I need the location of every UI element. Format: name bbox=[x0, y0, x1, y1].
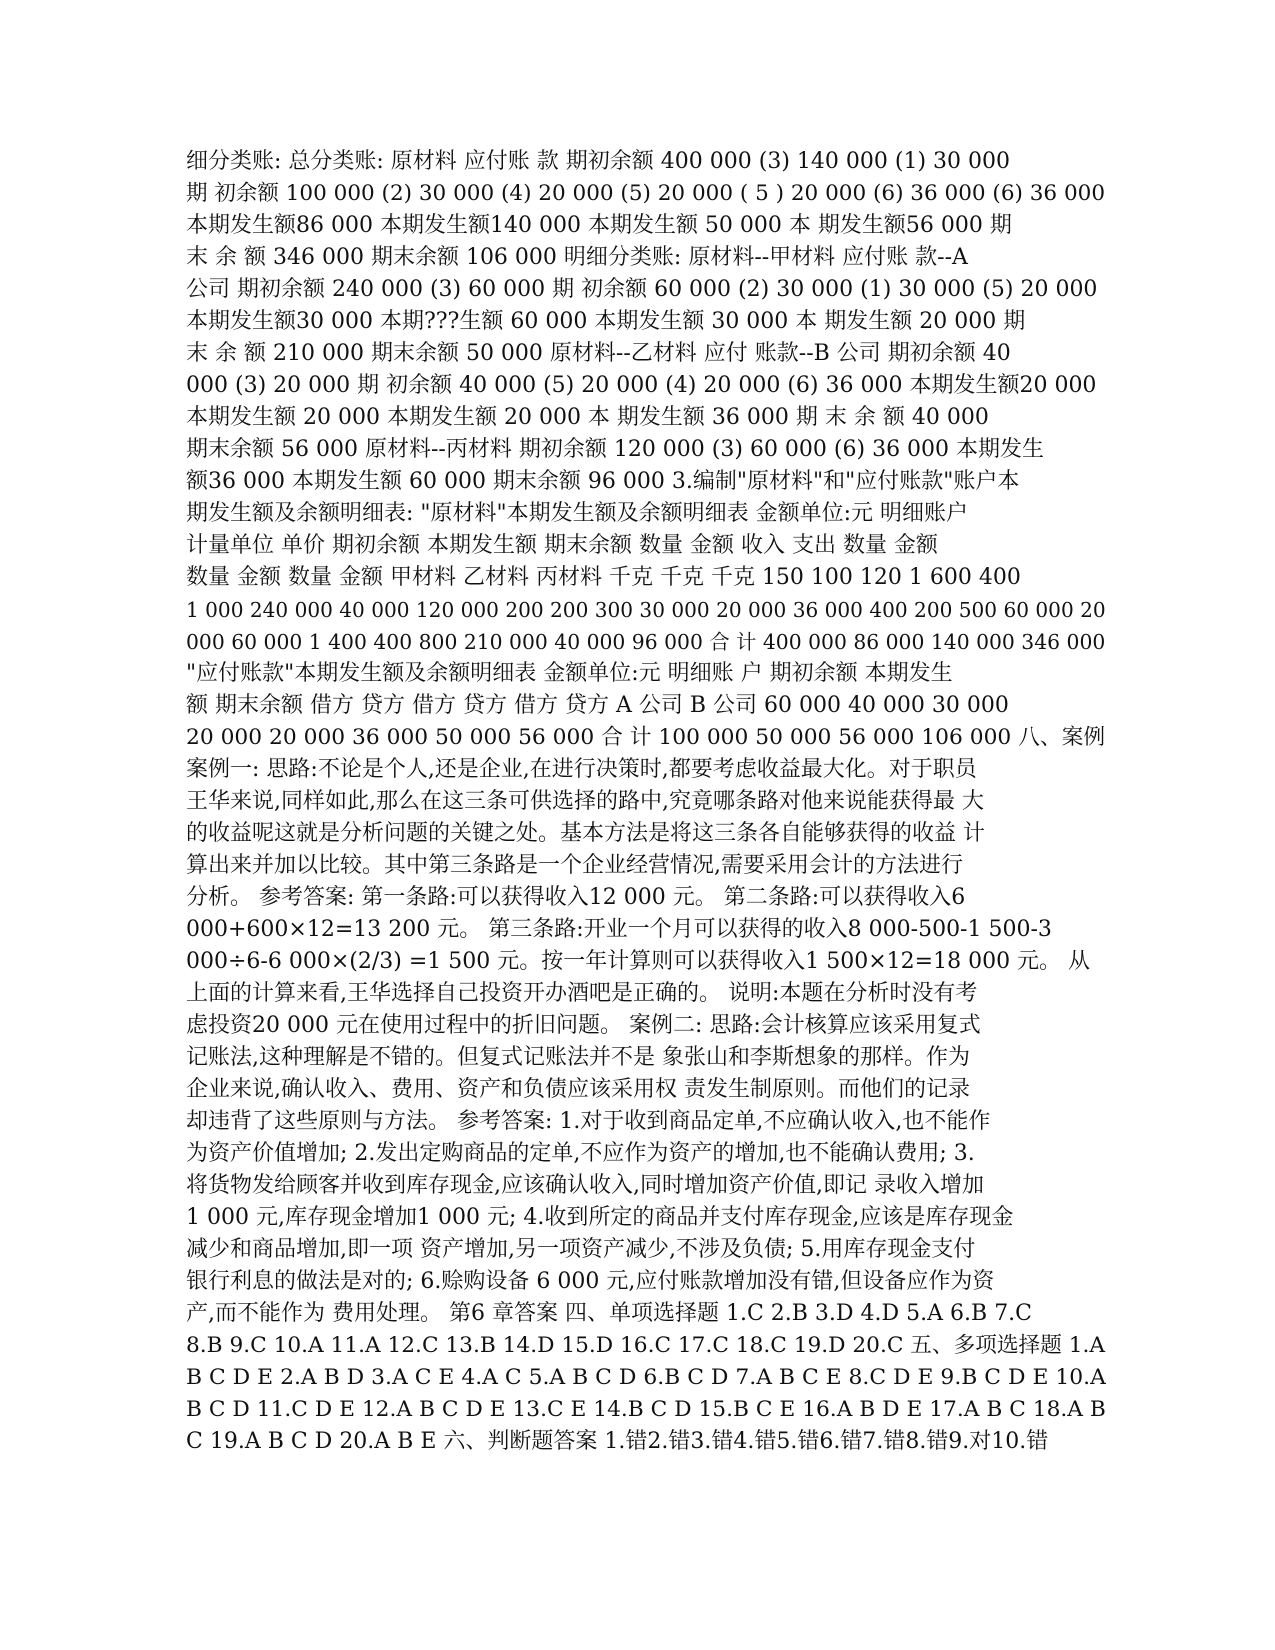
text-line: 虑投资20 000 元在使用过程中的折旧问题。 案例二: 思路:会计核算应该采用复式 bbox=[186, 1013, 981, 1038]
text-line: 企业来说,确认收入、费用、资产和负债应该采用权 责发生制原则。而他们的记录 bbox=[186, 1077, 970, 1102]
text-line: 期 初余额 100 000 (2) 30 000 (4) 20 000 (5) 20 000 ( 5 ) 20 000 (6) 36 000 (6) 36 000 bbox=[186, 181, 1106, 206]
text-line: 000÷6-6 000×(2/3) =1 500 元。按一年计算则可以获得收入1 500×12=18 000 元。 从 bbox=[186, 949, 1091, 974]
text-line: 产,而不能作为 费用处理。 第6 章答案 四、单项选择题 1.C 2.B 3.D 4.D 5.A 6.B 7.C bbox=[186, 1301, 1033, 1326]
text-line: 期末余额 56 000 原材料--丙材料 期初余额 120 000 (3) 60 000 (6) 36 000 本期发生 bbox=[186, 437, 1045, 462]
text-line: 王华来说,同样如此,那么在这三条可供选择的路中,究竟哪条路对他来说能获得最 大 bbox=[186, 789, 984, 814]
text-line: 公司 期初余额 240 000 (3) 60 000 期 初余额 60 000 (2) 30 000 (1) 30 000 (5) 20 000 bbox=[186, 277, 1098, 302]
text-line: "应付账款"本期发生额及余额明细表 金额单位:元 明细账 户 期初余额 本期发生 bbox=[186, 661, 953, 686]
text-line: 末 余 额 346 000 期末余额 106 000 明细分类账: 原材料--甲材料 应付账 款--A bbox=[186, 245, 968, 270]
text-line: 却违背了这些原则与方法。 参考答案: 1.对于收到商品定单,不应确认收入,也不能作 bbox=[186, 1109, 991, 1134]
text-line: B C D E 2.A B D 3.A C E 4.A C 5.A B C D 6.B C D 7.A B C E 8.C D E 9.B C D E 10.A bbox=[186, 1365, 1106, 1390]
text-line: 分析。 参考答案: 第一条路:可以获得收入12 000 元。 第二条路:可以获得收入6 bbox=[186, 885, 966, 910]
text-line: B C D 11.C D E 12.A B C D E 13.C E 14.B C D 15.B C E 16.A B D E 17.A B C 18.A B bbox=[186, 1397, 1106, 1422]
text-line: 记账法,这种理解是不错的。但复式记账法并不是 象张山和李斯想象的那样。作为 bbox=[186, 1045, 970, 1070]
text-line: 计量单位 单价 期初余额 本期发生额 期末余额 数量 金额 收入 支出 数量 金额 bbox=[186, 533, 938, 558]
text-line: 本期发生额86 000 本期发生额140 000 本期发生额 50 000 本 期发生额56 000 期 bbox=[186, 213, 1012, 238]
text-line: 案例一: 思路:不论是个人,还是企业,在进行决策时,都要考虑收益最大化。对于职员 bbox=[186, 757, 977, 782]
text-line: 20 000 20 000 36 000 50 000 56 000 合 计 100 000 50 000 56 000 106 000 八、案例 bbox=[186, 725, 1106, 750]
text-line: 为资产价值增加; 2.发出定购商品的定单,不应作为资产的增加,也不能确认费用; 3. bbox=[186, 1141, 975, 1166]
text-line: 8.B 9.C 10.A 11.A 12.C 13.B 14.D 15.D 16.C 17.C 18.C 19.D 20.C 五、多项选择题 1.A bbox=[186, 1333, 1106, 1358]
text-line: 银行利息的做法是对的; 6.赊购设备 6 000 元,应付账款增加没有错,但设备应作为资 bbox=[186, 1269, 995, 1294]
text-line: 000 60 000 1 400 400 800 210 000 40 000 96 000 合 计 400 000 86 000 140 000 346 000 bbox=[186, 630, 1106, 654]
text-line: 额 期末余额 借方 贷方 借方 贷方 借方 贷方 A 公司 B 公司 60 000 40 000 30 000 bbox=[186, 693, 1009, 718]
text-line: 减少和商品增加,即一项 资产增加,另一项资产减少,不涉及负债; 5.用库存现金支付 bbox=[186, 1237, 976, 1262]
text-line: C 19.A B C D 20.A B E 六、判断题答案 1.错2.错3.错4.错5.错6.错7.错8.错9.对10.错 bbox=[186, 1429, 1049, 1454]
text-line: 数量 金额 数量 金额 甲材料 乙材料 丙材料 千克 千克 千克 150 100 120 1 600 400 bbox=[186, 565, 1021, 590]
text-line: 将货物发给顾客并收到库存现金,应该确认收入,同时增加资产价值,即记 录收入增加 bbox=[186, 1173, 984, 1198]
body-text bbox=[186, 146, 1106, 1458]
text-line: 上面的计算来看,王华选择自己投资开办酒吧是正确的。 说明:本题在分析时没有考 bbox=[186, 981, 978, 1006]
text-line: 000 (3) 20 000 期 初余额 40 000 (5) 20 000 (4) 20 000 (6) 36 000 本期发生额20 000 bbox=[186, 373, 1097, 398]
text-line: 算出来并加以比较。其中第三条路是一个企业经营情况,需要采用会计的方法进行 bbox=[186, 853, 963, 878]
text-line: 额36 000 本期发生额 60 000 期末余额 96 000 3.编制"原材料"和"应付账款"账户本 bbox=[186, 469, 1020, 494]
text-line: 000+600×12=13 200 元。 第三条路:开业一个月可以获得的收入8 000-500-1 500-3 bbox=[186, 917, 1052, 942]
text-line: 末 余 额 210 000 期末余额 50 000 原材料--乙材料 应付 账款--B 公司 期初余额 40 bbox=[186, 341, 1011, 366]
text-line: 期发生额及余额明细表: "原材料"本期发生额及余额明细表 金额单位:元 明细账户 bbox=[186, 501, 969, 526]
text-line: 本期发生额30 000 本期???生额 60 000 本期发生额 30 000 本 期发生额 20 000 期 bbox=[186, 309, 1026, 334]
text-line: 本期发生额 20 000 本期发生额 20 000 本 期发生额 36 000 期 末 余 额 40 000 bbox=[186, 405, 989, 430]
text-line: 1 000 元,库存现金增加1 000 元; 4.收到所定的商品并支付库存现金,应该是库存现金 bbox=[186, 1205, 1014, 1230]
text-line: 1 000 240 000 40 000 120 000 200 200 300 30 000 20 000 36 000 400 200 500 60 000 20 bbox=[186, 598, 1106, 622]
text-line: 的收益呢这就是分析问题的关键之处。基本方法是将这三条各自能够获得的收益 计 bbox=[186, 821, 985, 846]
text-line: 细分类账: 总分类账: 原材料 应付账 款 期初余额 400 000 (3) 140 000 (1) 30 000 bbox=[186, 149, 1011, 174]
